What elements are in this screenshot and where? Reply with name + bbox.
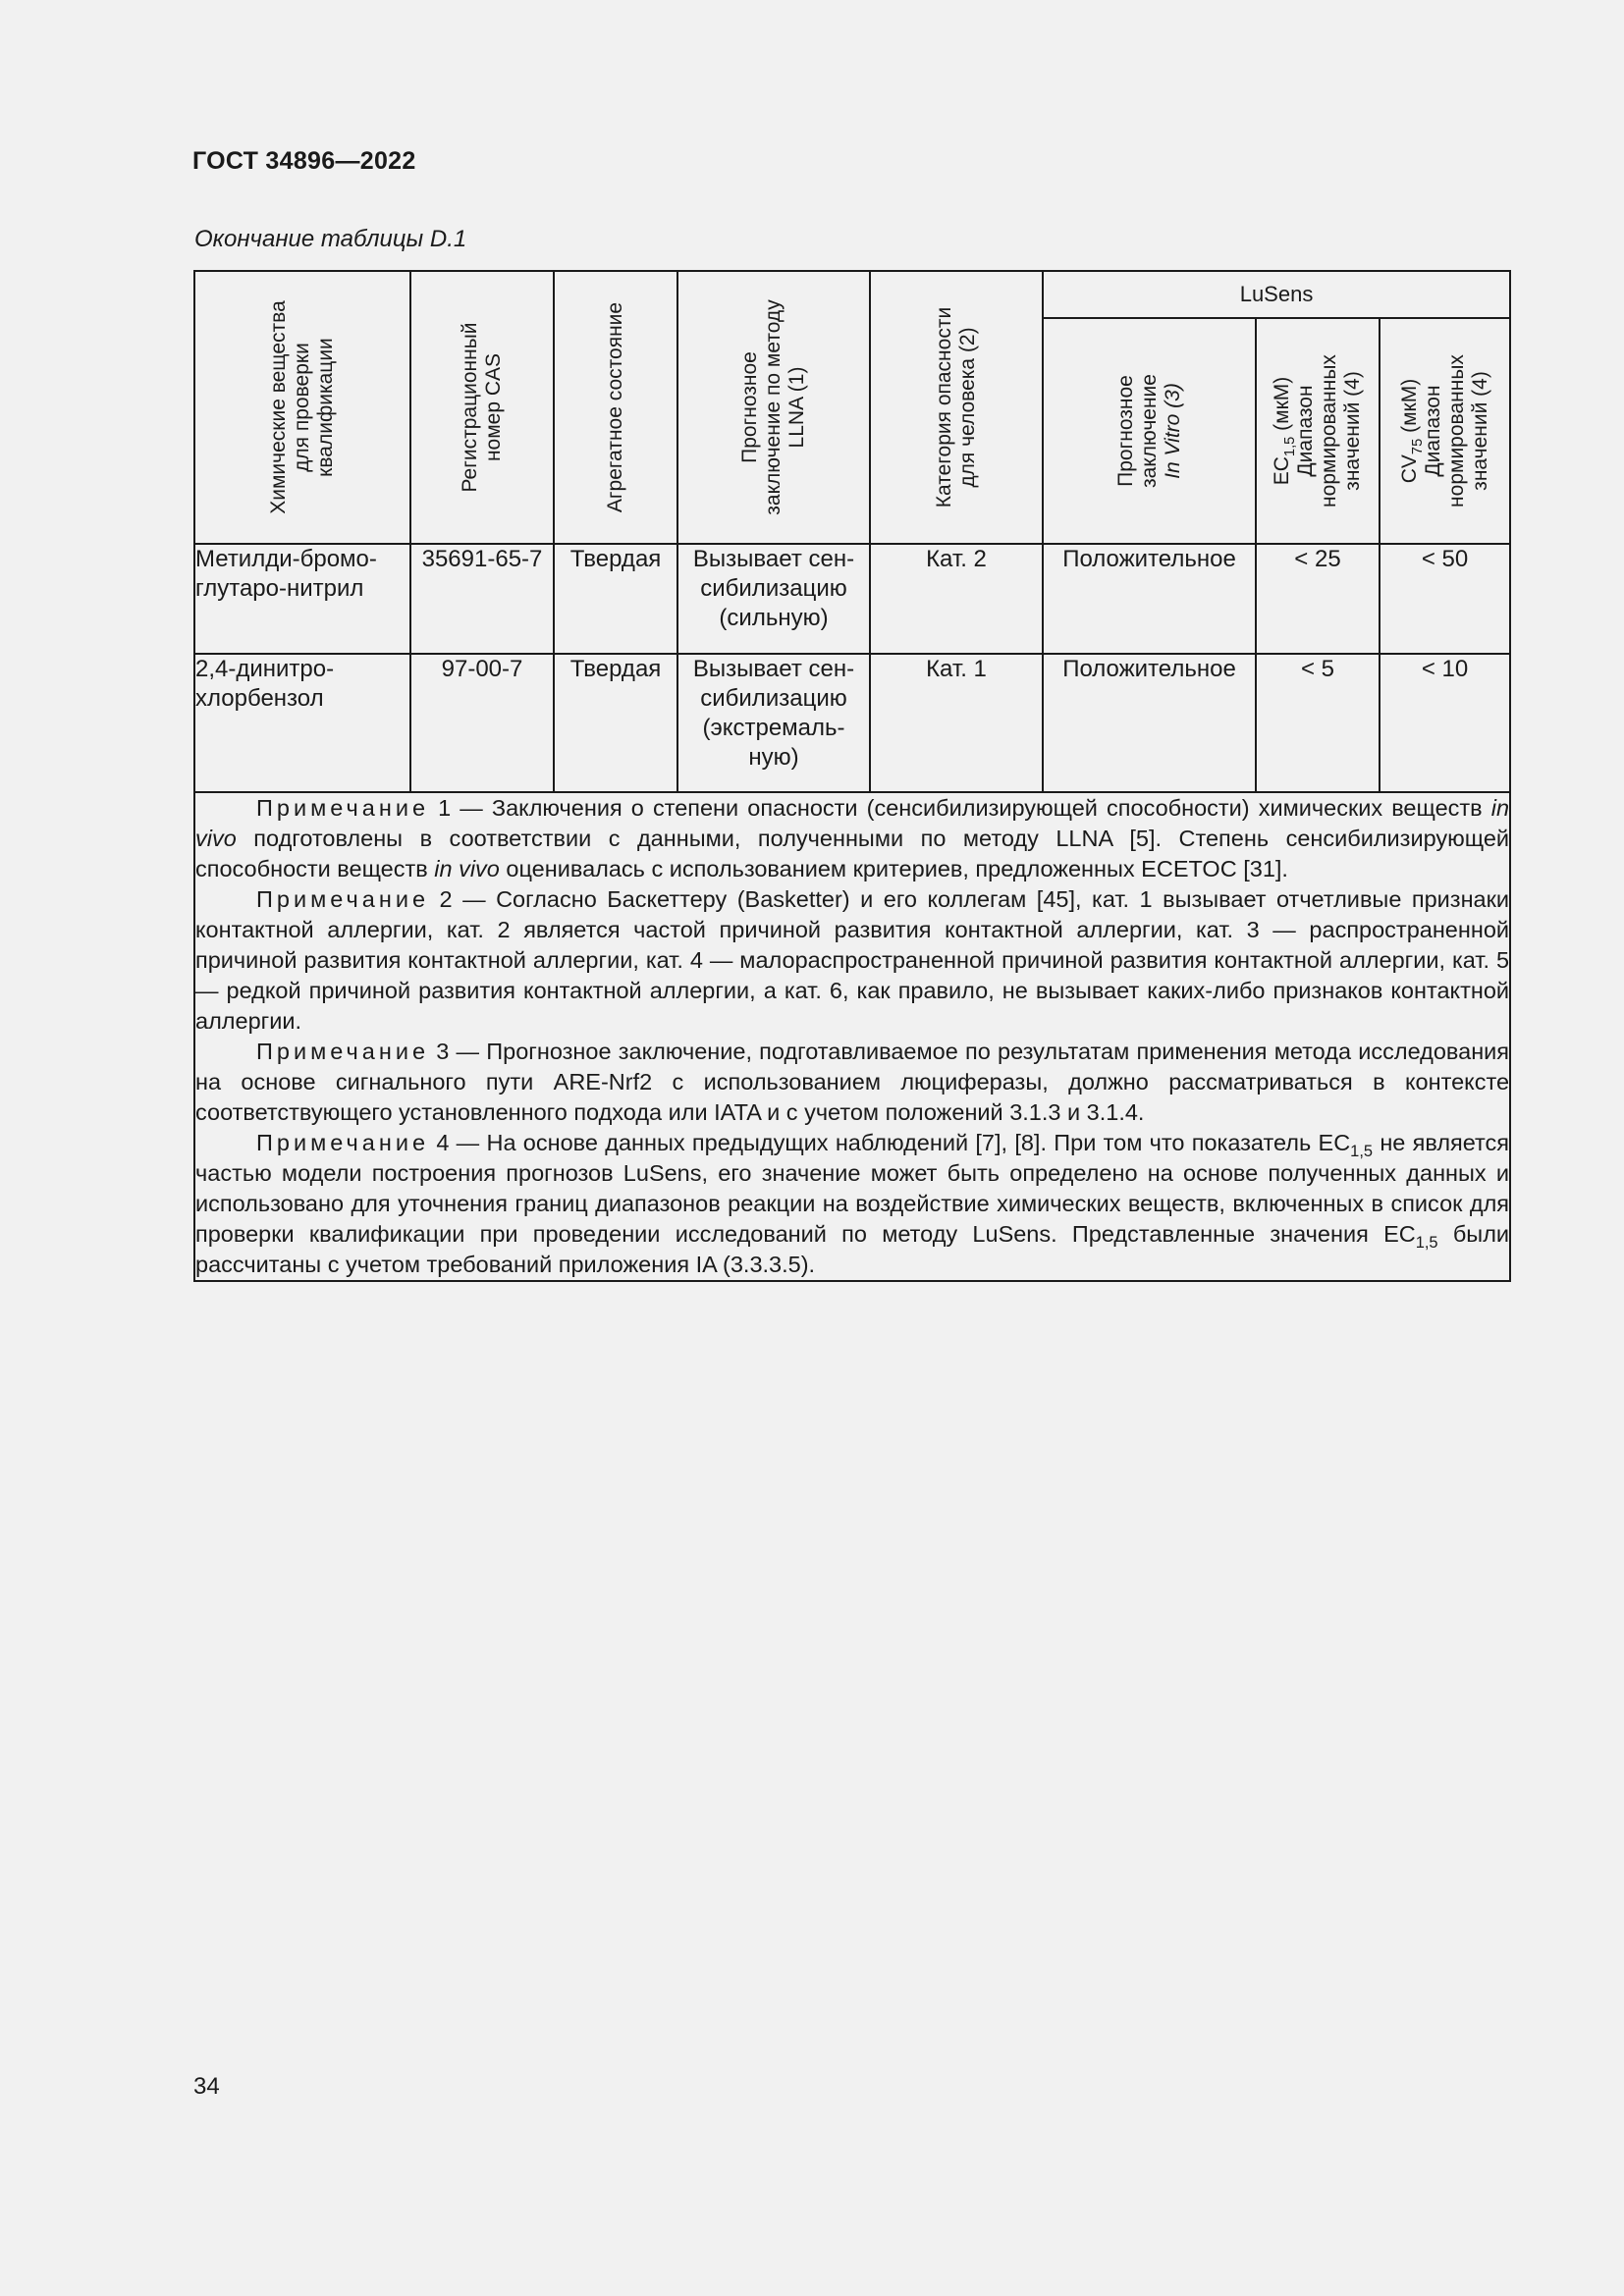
- cv75-value: < 50: [1380, 544, 1510, 654]
- header-cv75-range: $CV_{75}$ (мкМ) Диапазон нормированных значений (4): [1380, 318, 1510, 544]
- header-lusens-group: LuSens: [1043, 271, 1510, 318]
- cas-number: 35691-65-7: [410, 544, 554, 654]
- human-category: Кат. 1: [870, 654, 1043, 792]
- cv75-value: < 10: [1380, 654, 1510, 792]
- chemical-name: Метилди-бромо- глутаро-нитрил: [194, 544, 410, 654]
- physical-state: Твердая: [554, 654, 677, 792]
- header-physical-state: Агрегатное состояние: [554, 271, 677, 544]
- data-table: [193, 270, 1511, 1282]
- note-3: Примечание 3 — Прогнозное заключение, подготавливаемое по результатам применения метода исследования на основе сигнального пути ARE-Nrf2 с использованием люциферазы, должно рассматриваться в контексте соответствующего установленного подхода или IATA и с учетом положений 3.1.3 и 3.1.4.: [195, 1039, 1510, 1125]
- in-vitro-prediction: Положительное: [1043, 654, 1256, 792]
- note-1: Примечание 1 — Заключения о степени опасности (сенсибилизирующей способности) химических веществ in vivo подготовлены в соответствии с данными, полученными по методу LLNA [5]. Степень сенсибилизирующей способности веществ in vivo оценивалась с использованием критериев, предложенных ECETOC [31].: [195, 795, 1510, 881]
- page-number: 34: [193, 2073, 220, 2100]
- table-caption: Окончание таблицы D.1: [194, 226, 467, 252]
- chemical-name: 2,4-динитро- хлорбензол: [194, 654, 410, 792]
- header-cas-number: Регистрационный номер CAS: [410, 271, 554, 544]
- llna-prediction: Вызывает сен- сибилизацию (экстремаль- ную): [677, 654, 870, 792]
- header-human-category: Категория опасности для человека (2): [870, 271, 1043, 544]
- llna-prediction: Вызывает сен- сибилизацию (сильную): [677, 544, 870, 654]
- ec15-value: < 25: [1256, 544, 1380, 654]
- physical-state: Твердая: [554, 544, 677, 654]
- note-4: Примечание 4 — На основе данных предыдущих наблюдений [7], [8]. При том что показатель $EC_{1,5}$ не является частью модели построения прогнозов LuSens, его значение может быть определено на основе полученных данных и использовано для уточнения границ диапазонов реакции на воздействие химических веществ, включенных в список для проверки квалификации при проведении исследований по методу LuSens. Представленные значения $EC_{1,5}$ были рассчитаны с учетом требований приложения IA (3.3.3.5).: [195, 1130, 1510, 1277]
- cas-number: 97-00-7: [410, 654, 554, 792]
- table-notes: [194, 792, 1510, 1281]
- document-header: ГОСТ 34896—2022: [192, 147, 416, 175]
- note-2: Примечание 2 — Согласно Баскеттеру (Basketter) и его коллегам [45], кат. 1 вызывает отчетливые признаки контактной аллергии, кат. 2 является частой причиной развития контактной аллергии, кат. 3 — распространенной причиной развития контактной аллергии, кат. 4 — малораспространенной причиной развития контактной аллергии, кат. 5 — редкой причиной развития контактной аллергии, а кат. 6, как правило, не вызывает каких-либо признаков контактной аллергии.: [195, 886, 1510, 1034]
- header-in-vitro-prediction: Прогнозное заключение In Vitro (3): [1043, 318, 1256, 544]
- table-row: [194, 654, 1510, 792]
- header-ec15-range: $EC_{1,5}$ (мкМ) Диапазон нормированных значений (4): [1256, 318, 1380, 544]
- human-category: Кат. 2: [870, 544, 1043, 654]
- table-row: [194, 544, 1510, 654]
- header-llna-prediction: Прогнозное заключение по методу LLNA (1): [677, 271, 870, 544]
- in-vitro-prediction: Положительное: [1043, 544, 1256, 654]
- header-chemical: Химические вещества для проверки квалификации: [194, 271, 410, 544]
- ec15-value: < 5: [1256, 654, 1380, 792]
